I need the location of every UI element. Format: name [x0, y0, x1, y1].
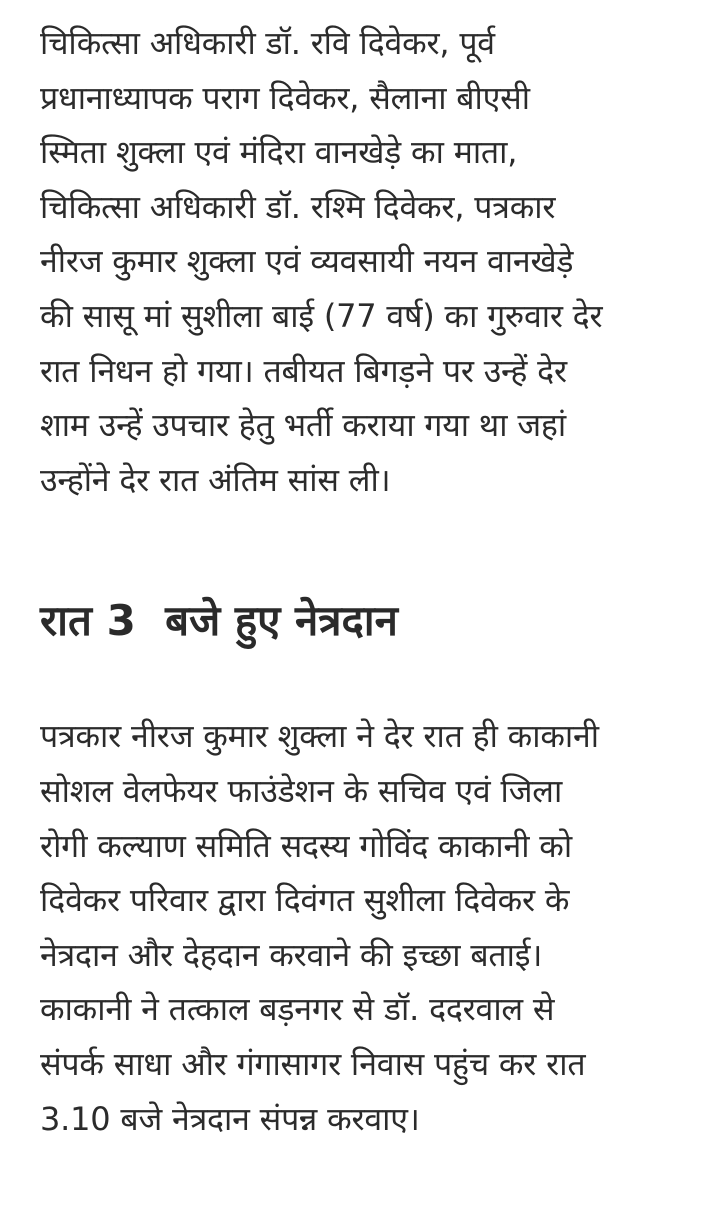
paragraph-line: उन्होंने देर रात अंतिम सांस ली। — [40, 460, 391, 499]
article-paragraph-1 — [40, 16, 686, 507]
paragraph-line: शाम उन्हें उपचार हेतु भर्ती कराया गया था जहां — [40, 406, 566, 445]
paragraph-line: चिकित्सा अधिकारी डॉ. रश्मि दिवेकर, पत्रकार — [40, 187, 556, 226]
paragraph-line: नेत्रदान और देहदान करवाने की इच्छा बताई। — [40, 935, 543, 974]
paragraph-line: पत्रकार नीरज कुमार शुक्ला ने देर रात ही काकानी — [40, 717, 599, 756]
news-article — [40, 16, 686, 1146]
paragraph-line: रोगी कल्याण समिति सदस्य गोविंद काकानी को — [40, 826, 572, 865]
paragraph-line: स्मिता शुक्ला एवं मंदिरा वानखेड़े का माता, — [40, 133, 518, 172]
paragraph-line: काकानी ने तत्काल बड़नगर से डॉ. ददरवाल से — [40, 990, 555, 1029]
paragraph-line: संपर्क साधा और गंगासागर निवास पहुंच कर रात — [40, 1044, 586, 1083]
paragraph-line: की सासू मां सुशीला बाई (77 वर्ष) का गुरुवार देर — [40, 296, 603, 335]
paragraph-line: दिवेकर परिवार द्वारा दिवंगत सुशीला दिवेकर के — [40, 881, 570, 920]
paragraph-line: 3.10 बजे नेत्रदान संपन्न करवाए। — [40, 1099, 420, 1138]
article-paragraph-2 — [40, 709, 686, 1146]
section-heading: रात 3 बजे हुए नेत्रदान — [40, 596, 398, 646]
paragraph-line: चिकित्सा अधिकारी डॉ. रवि दिवेकर, पूर्व — [40, 24, 495, 62]
paragraph-line: प्रधानाध्यापक पराग दिवेकर, सैलाना बीएसी — [40, 78, 530, 117]
paragraph-line: सोशल वेलफेयर फाउंडेशन के सचिव एवं जिला — [40, 771, 563, 810]
paragraph-line: नीरज कुमार शुक्ला एवं व्यवसायी नयन वानखेड़े — [40, 242, 574, 281]
paragraph-line: रात निधन हो गया। तबीयत बिगड़ने पर उन्हें देर — [40, 351, 567, 390]
